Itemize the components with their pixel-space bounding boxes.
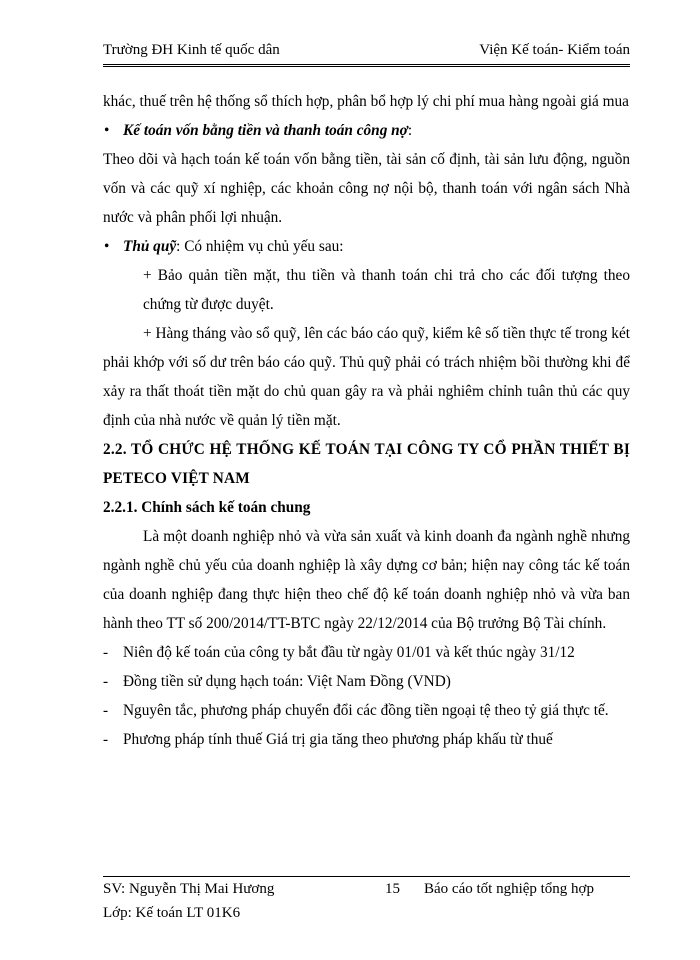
dash-item-text: Đồng tiền sử dụng hạch toán: Việt Nam Đồng (VND) <box>123 673 451 690</box>
dash-icon: - <box>103 644 109 661</box>
footer-class: Lớp: Kế toán LT 01K6 <box>103 905 241 921</box>
dash-item-text: Niên độ kế toán của công ty bắt đầu từ ngày 01/01 và kết thúc ngày 31/12 <box>123 644 575 661</box>
paragraph-policy: Là một doanh nghiệp nhỏ và vừa sản xuất và kinh doanh đa ngành nghề nhưng ngành nghề chủ yếu của doanh nghiệp là xây dựng cơ bản; hiện nay công tác kế toán của doanh nghiệp đang thực hiện theo chế độ kế toán doanh nghiệp nhỏ và vừa ban hành theo TT số 200/2014/TT-BTC ngày 22/12/2014 của Bộ trưởng Bộ Tài chính. <box>103 528 630 632</box>
bullet-title: Kế toán vốn bằng tiền và thanh toán công nợ <box>123 122 408 139</box>
dash-icon: - <box>103 731 109 748</box>
dash-item <box>103 667 630 696</box>
page-header <box>103 40 630 67</box>
continuation-paragraph: khác, thuế trên hệ thống sổ thích hợp, phân bổ hợp lý chi phí mua hàng ngoài giá mua <box>103 93 629 110</box>
bullet-text: : Có nhiệm vụ chủ yếu sau: <box>176 238 344 255</box>
section-heading-2-2: 2.2. TỔ CHỨC HỆ THỐNG KẾ TOÁN TẠI CÔNG TY CỔ PHẦN THIẾT BỊ PETECO VIỆT NAM <box>103 441 630 487</box>
bullet-icon: • <box>104 238 110 255</box>
bullet-cashier <box>103 232 630 261</box>
dash-icon: - <box>103 702 109 719</box>
bullet-colon: : <box>407 122 413 139</box>
footer-report-title: Báo cáo tốt nghiệp tổng hợp <box>424 881 594 897</box>
dash-item <box>103 696 630 725</box>
page-content <box>103 87 630 754</box>
dash-item <box>103 725 630 754</box>
paragraph-accounting-cash: Theo dõi và hạch toán kế toán vốn bằng tiền, tài sản cố định, tài sản lưu động, nguồn vốn và các quỹ xí nghiệp, các khoản công nợ nội bộ, thanh toán với ngân sách Nhà nước và phân phối lợi nhuận. <box>103 151 630 226</box>
section-heading-2-2-1: 2.2.1. Chính sách kế toán chung <box>103 499 311 516</box>
bullet-accounting-cash <box>103 116 630 145</box>
bullet-icon: • <box>104 122 110 139</box>
plus-item-2: + Hàng tháng vào sổ quỹ, lên các báo cáo quỹ, kiểm kê số tiền thực tế trong két phải khớp với số dư trên báo cáo quỹ. Thủ quỹ phải có trách nhiệm bồi thường khi để xảy ra thất thoát tiền mặt do chủ quan gây ra và phải nghiêm chỉnh tuân thủ các quy định của nhà nước về quản lý tiền mặt. <box>103 325 630 429</box>
footer-student: SV: Nguyễn Thị Mai Hương <box>103 881 275 897</box>
dash-item-text: Nguyên tắc, phương pháp chuyển đổi các đồng tiền ngoại tệ theo tỷ giá thực tế. <box>123 702 609 719</box>
header-institute: Viện Kế toán- Kiểm toán <box>479 42 630 58</box>
dash-item <box>103 638 630 667</box>
plus-item-1: + Bảo quản tiền mặt, thu tiền và thanh toán chi trả cho các đối tượng theo chứng từ được duyệt. <box>143 267 630 313</box>
header-university: Trường ĐH Kinh tế quốc dân <box>103 42 280 58</box>
dash-icon: - <box>103 673 109 690</box>
page-footer <box>103 876 630 921</box>
dash-item-text: Phương pháp tính thuế Giá trị gia tăng theo phương pháp khấu từ thuế <box>123 731 553 748</box>
bullet-title: Thủ quỹ <box>123 238 177 255</box>
page-number: 15 <box>385 881 400 897</box>
